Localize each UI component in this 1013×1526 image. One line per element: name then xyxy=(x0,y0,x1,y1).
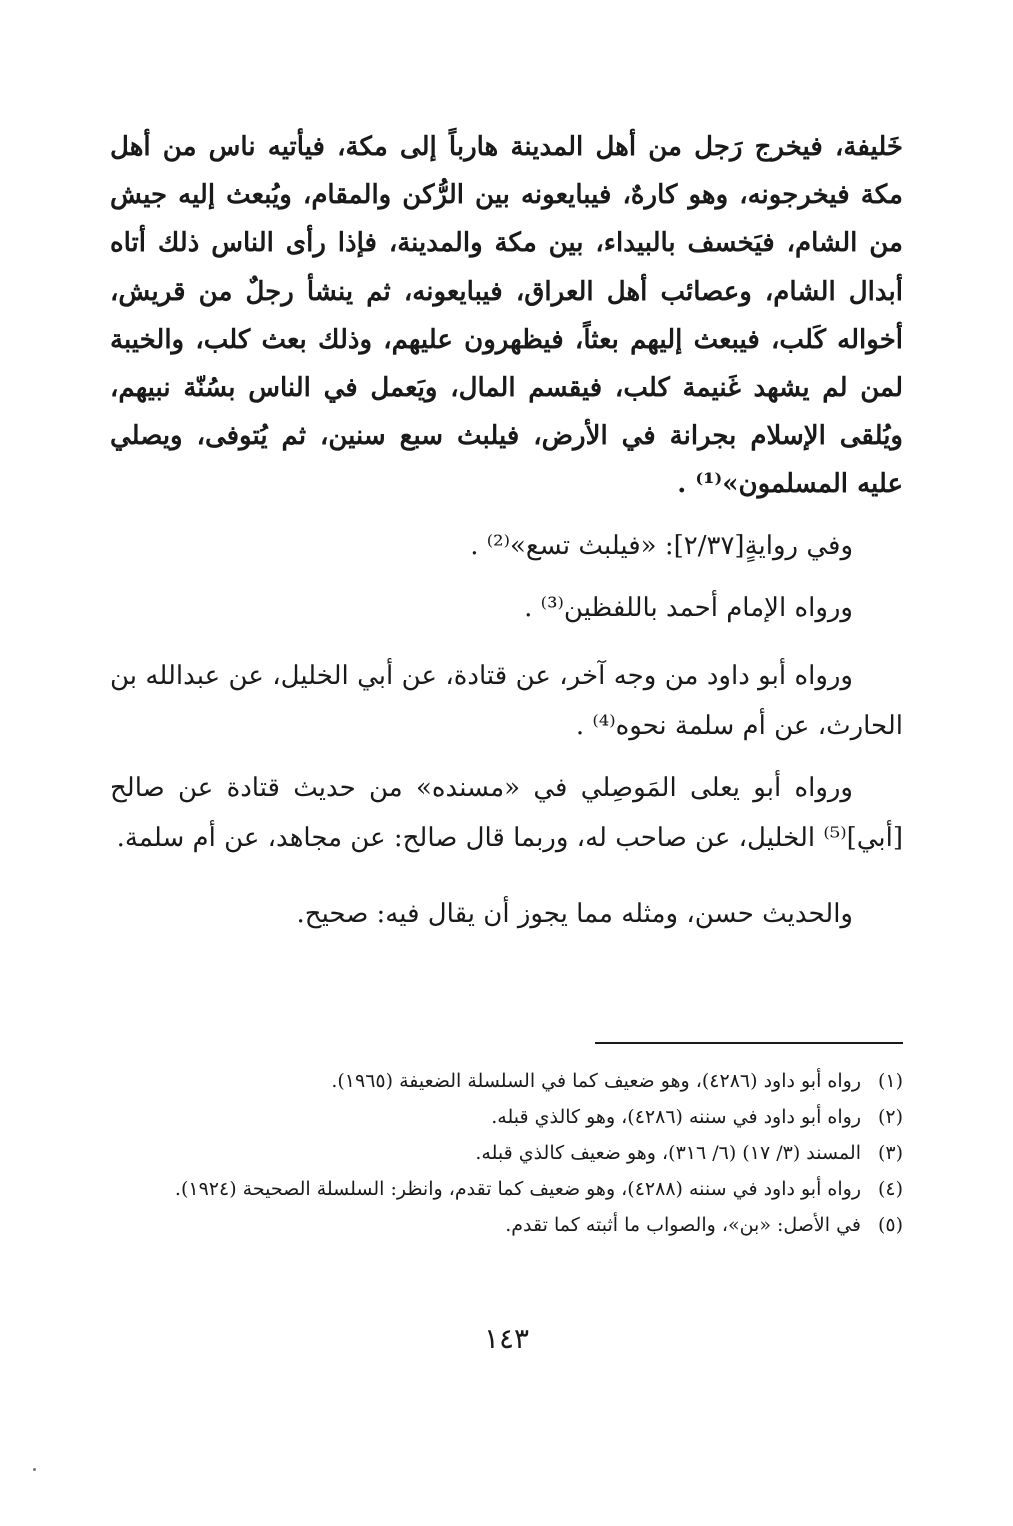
footnote-number: (٣) xyxy=(877,1142,903,1164)
narration-paragraph: ورواه أبو داود من وجه آخر، عن قتادة، عن أبي الخليل، عن عبدالله بن الحارث، عن أم سلمة نحوه⁽⁴⁾ . xyxy=(110,660,903,741)
footnote xyxy=(110,1171,903,1207)
footnote-number: (٥) xyxy=(877,1214,903,1236)
footnote-separator xyxy=(595,1042,903,1044)
footnote-text: المسند (٣/ ١٧) (٦/ ٣١٦)، وهو ضعيف كالذي قبله. xyxy=(475,1142,861,1164)
narration-paragraph: ورواه أبو يعلى المَوصِلي في «مسنده» من حديث قتادة عن صالح [أبي]⁽⁵⁾ الخليل، عن صاحب له، وربما قال صالح: عن مجاهد، عن أم سلمة. xyxy=(110,772,903,853)
footnote-text: في الأصل: «بن»، والصواب ما أثبته كما تقدم. xyxy=(505,1214,861,1236)
footnote xyxy=(110,1207,903,1243)
main-text xyxy=(110,123,903,939)
page-number: ١٤٣ xyxy=(483,1322,530,1355)
footnote-number: (٤) xyxy=(877,1178,903,1200)
narration-paragraph: ورواه الإمام أحمد باللفظين⁽³⁾ . xyxy=(524,592,853,623)
footnote xyxy=(110,1063,903,1099)
narration-paragraph: وفي روايةٍ[٢/٣٧]: «فيلبث تسع»⁽²⁾ . xyxy=(470,530,853,561)
footnote xyxy=(110,1135,903,1171)
footnotes xyxy=(110,1063,903,1243)
footnote-text: رواه أبو داود في سننه (٤٢٨٨)، وهو ضعيف كما تقدم، وانظر: السلسلة الصحيحة (١٩٢٤). xyxy=(174,1178,861,1200)
footnote-number: (١) xyxy=(877,1070,903,1092)
footnote-text: رواه أبو داود (٤٢٨٦)، وهو ضعيف كما في السلسلة الضعيفة (١٩٦٥). xyxy=(331,1070,861,1092)
footnote xyxy=(110,1099,903,1135)
hadith-paragraph: خَليفة، فيخرج رَجل من أهل المدينة هارباً إلى مكة، فيأتيه ناس من أهل مكة فيخرجونه، وهو كارهٌ، فيبايعونه بين الرُّكن والمقام، ويُبعث إليه جيش من الشام، فيَخسف بالبيداء، بين مكة والمدينة، فإذا رأى الناس ذلك أتاه أبدال الشام، وعصائب أهل العراق، فيبايعونه، ثم ينشأ رجلٌ من قريش، أخواله كَلب، فيبعث إليهم بعثاً، فيظهرون عليهم، وذلك بعث كلب، والخيبة لمن لم يشهد غَنيمة كلب، فيقسم المال، ويَعمل في الناس بسُنّة نبيهم، ويُلقى الإسلام بجرانة في الأرض، فيلبث سبع سنين، ثم يُتوفى، ويصلي عليه المسلمون»⁽¹⁾ . xyxy=(110,132,903,500)
footnote-text: رواه أبو داود في سننه (٤٢٨٦)، وهو كالذي قبله. xyxy=(491,1106,861,1128)
verdict-paragraph: والحديث حسن، ومثله مما يجوز أن يقال فيه: صحيح. xyxy=(296,898,853,929)
scan-speck xyxy=(33,1468,36,1471)
footnote-number: (٢) xyxy=(877,1106,903,1128)
